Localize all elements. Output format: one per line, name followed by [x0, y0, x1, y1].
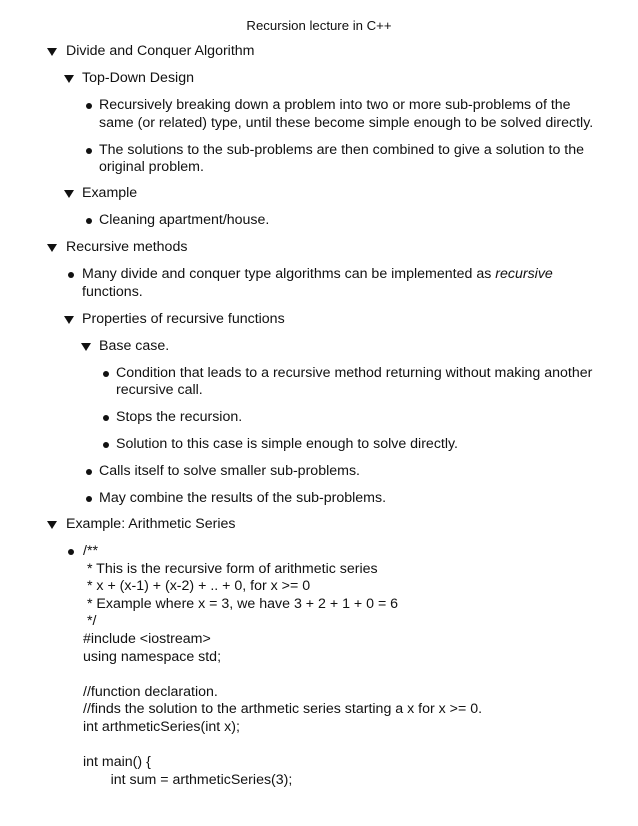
outline-heading: Example: [82, 185, 138, 201]
disclosure-triangle-icon[interactable]: [64, 190, 74, 198]
disclosure-triangle-icon[interactable]: [47, 521, 57, 529]
outline-text: same (or related) type, until these become simple enough to be solved directly.: [99, 115, 594, 131]
code-line: int sum = arthmeticSeries(3);: [83, 771, 293, 788]
outline-heading: Base case.: [99, 338, 170, 354]
code-line: int arthmeticSeries(int x);: [83, 719, 240, 735]
outline-text: [82, 266, 553, 283]
outline-text: original problem.: [99, 159, 204, 175]
bullet-icon: [86, 469, 92, 475]
disclosure-triangle-icon[interactable]: [64, 75, 74, 83]
code-line: int main() {: [83, 754, 151, 771]
bullet-icon: [103, 442, 109, 448]
bullet-icon: [68, 549, 74, 555]
outline-text: Cleaning apartment/house.: [99, 212, 270, 228]
bullet-icon: [68, 272, 74, 278]
bullet-icon: [103, 371, 109, 377]
outline-text-part: Many divide and conquer type algorithms can be implemented as: [82, 266, 496, 282]
code-line: * Example where x = 3, we have 3 + 2 + 1 + 0 = 6: [83, 595, 399, 612]
outline-text: recursive call.: [116, 382, 203, 398]
bullet-icon: [86, 148, 92, 154]
disclosure-triangle-icon[interactable]: [64, 316, 74, 324]
outline-heading: Divide and Conquer Algorithm: [66, 43, 255, 59]
bullet-icon: [103, 415, 109, 421]
disclosure-triangle-icon[interactable]: [81, 343, 91, 351]
outline-text: May combine the results of the sub-problems.: [99, 490, 387, 506]
emphasis-text: recursive: [495, 266, 553, 282]
page-title: Recursion lecture in C++: [246, 18, 392, 33]
code-line: /**: [83, 543, 98, 559]
outline-heading: Top-Down Design: [82, 70, 194, 86]
outline-text: functions.: [82, 284, 143, 300]
outline-text: Solution to this case is simple enough to solve directly.: [116, 436, 458, 452]
disclosure-triangle-icon[interactable]: [47, 48, 57, 56]
disclosure-triangle-icon[interactable]: [47, 244, 57, 252]
outline-text: Condition that leads to a recursive method returning without making another: [116, 365, 593, 381]
bullet-icon: [86, 496, 92, 502]
code-line: //finds the solution to the arthmetic series starting a x for x >= 0.: [83, 701, 483, 718]
bullet-icon: [86, 103, 92, 109]
outline-heading: Example: Arithmetic Series: [66, 516, 236, 532]
code-line: #include <iostream>: [83, 631, 211, 647]
code-line: * This is the recursive form of arithmetic series: [83, 560, 378, 577]
code-line: using namespace std;: [83, 648, 222, 665]
outline-text: Stops the recursion.: [116, 409, 243, 425]
outline-heading: Properties of recursive functions: [82, 311, 285, 327]
code-line: //function declaration.: [83, 683, 218, 700]
code-line: */: [83, 613, 97, 630]
outline-text: The solutions to the sub-problems are then combined to give a solution to the: [99, 142, 585, 158]
bullet-icon: [86, 218, 92, 224]
outline-text: Recursively breaking down a problem into two or more sub-problems of the: [99, 97, 571, 113]
code-line: * x + (x-1) + (x-2) + .. + 0, for x >= 0: [83, 578, 311, 595]
outline-heading: Recursive methods: [66, 239, 188, 255]
outline-text: Calls itself to solve smaller sub-problems.: [99, 463, 360, 479]
